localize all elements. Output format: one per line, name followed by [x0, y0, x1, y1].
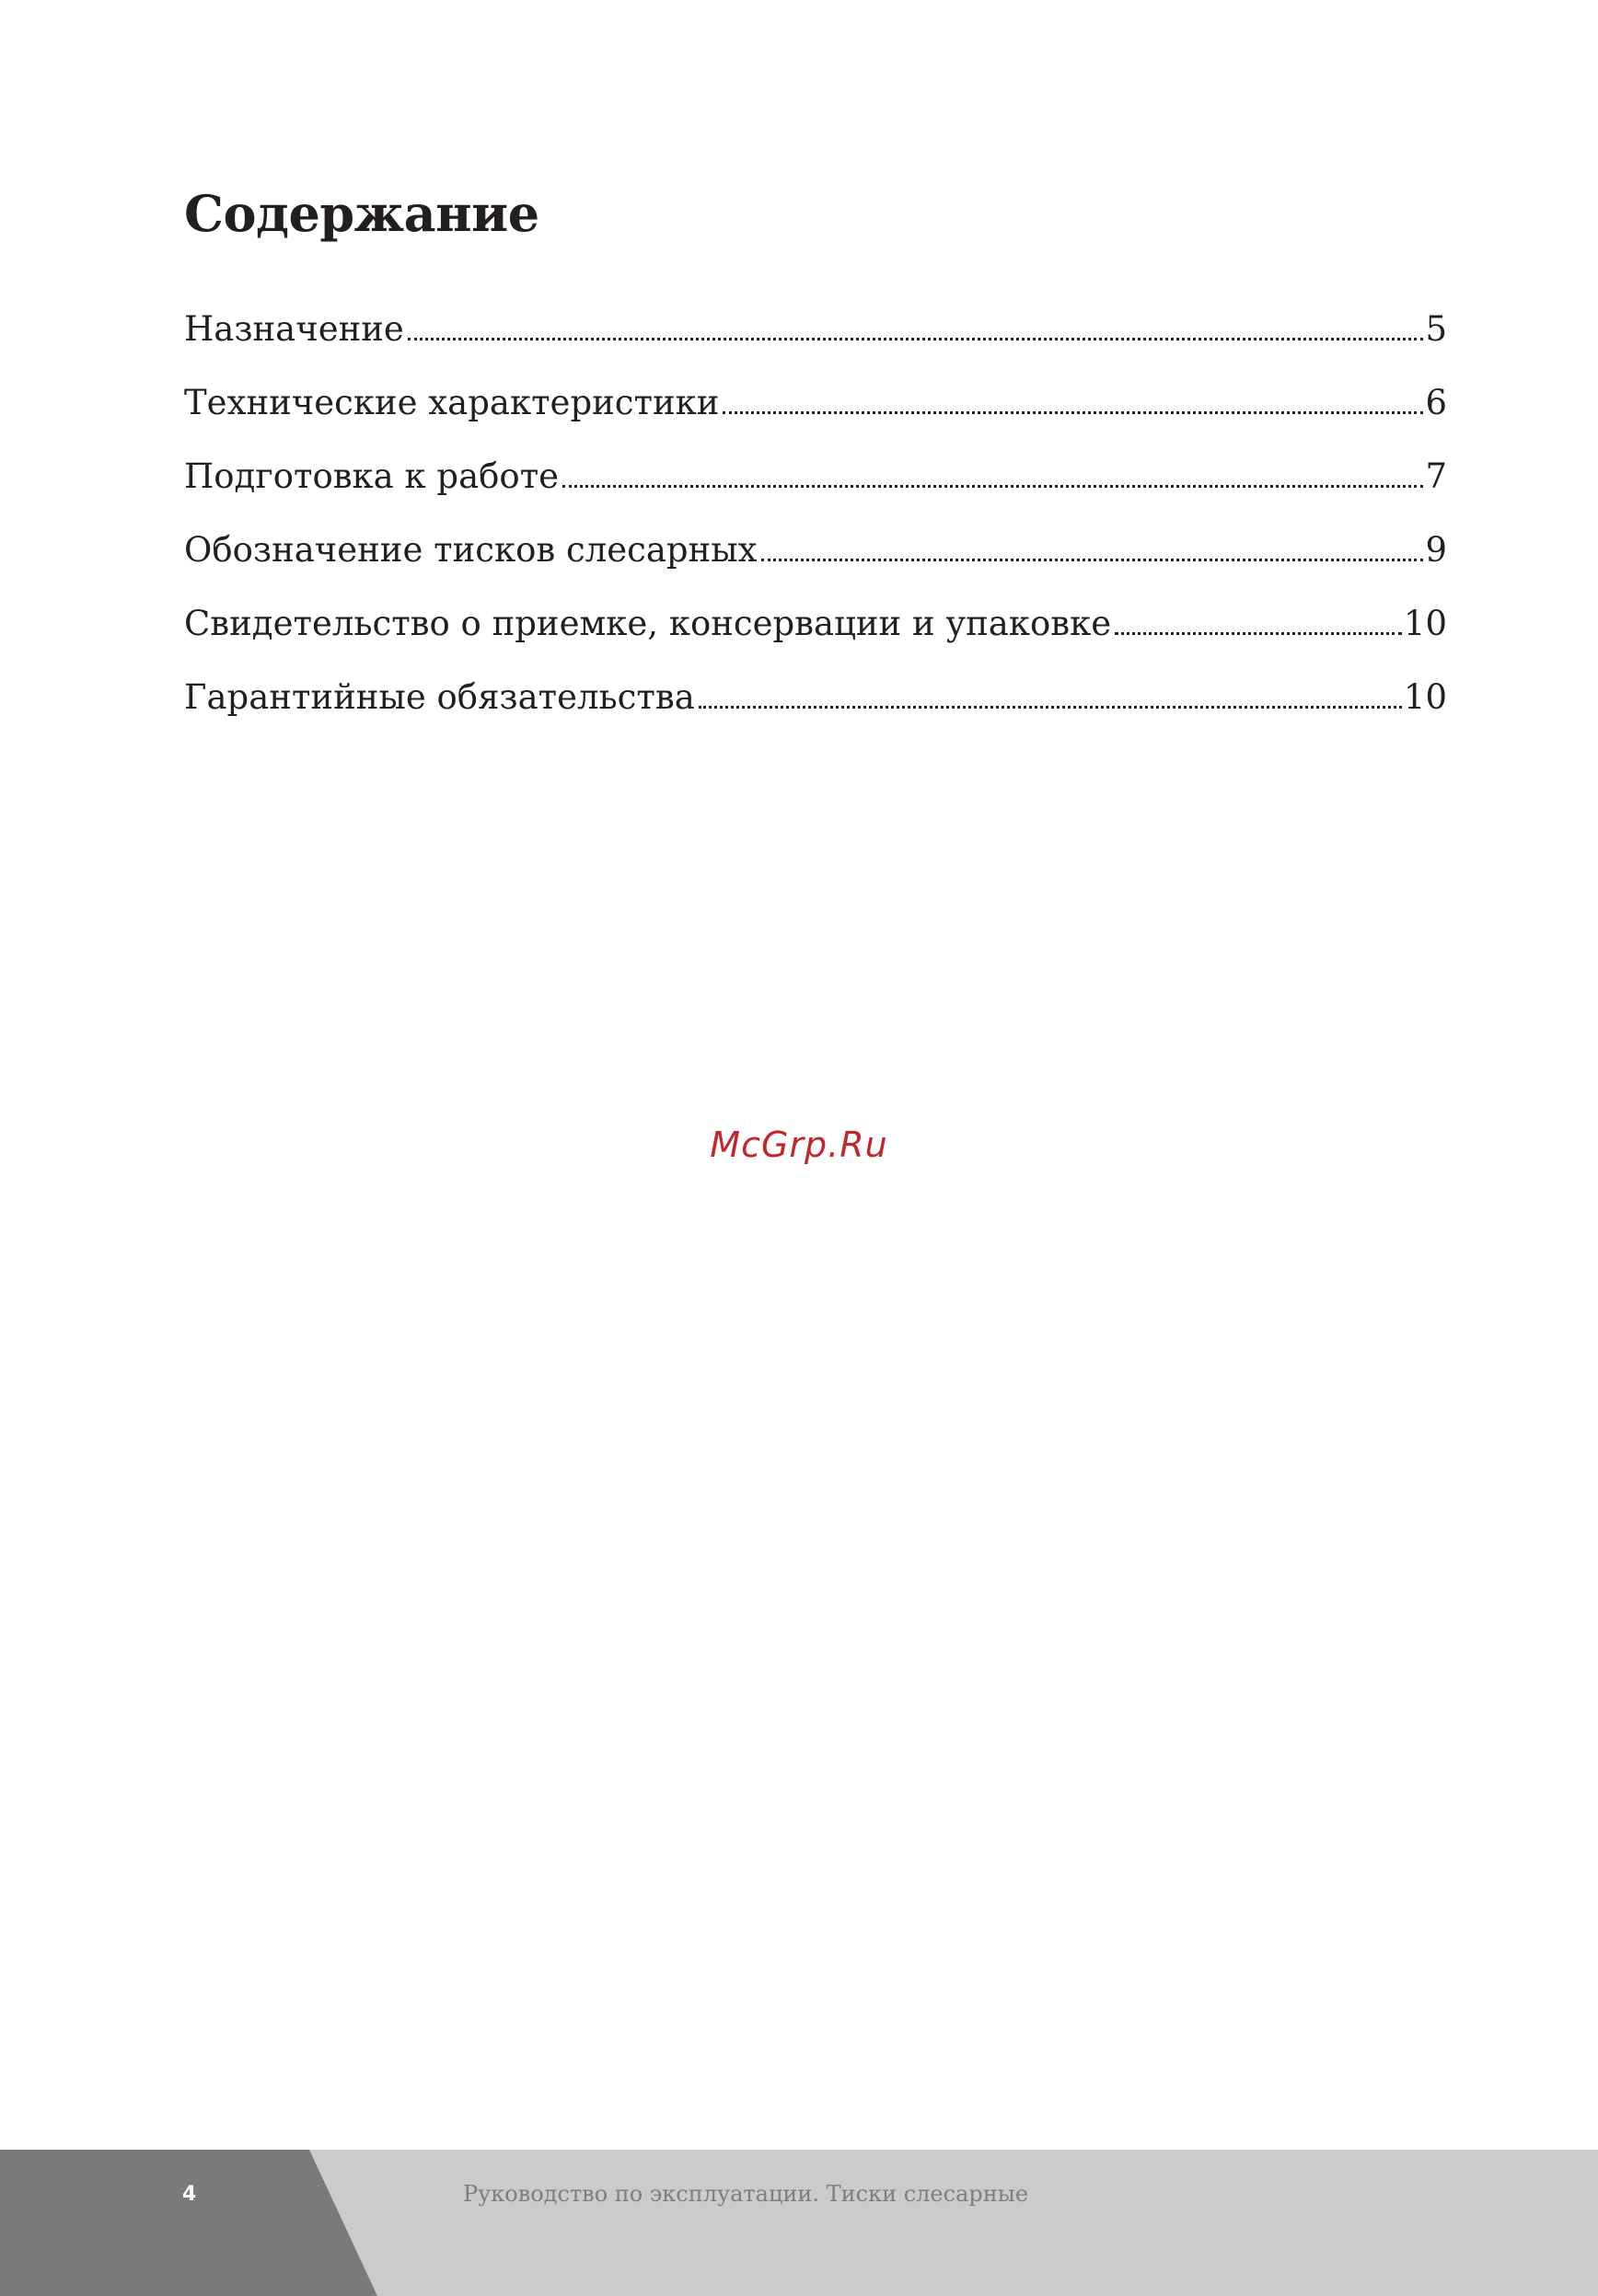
toc-entry-preparation[interactable]: [184, 423, 1447, 497]
toc-entry-page: 10: [1403, 603, 1447, 643]
watermark: McGrp.Ru: [710, 1125, 888, 1165]
toc-entry-page: 5: [1425, 308, 1447, 349]
toc-entry-designation[interactable]: [184, 497, 1447, 571]
toc-entry-page: 6: [1425, 382, 1447, 422]
toc-dot-leader: [562, 485, 1423, 488]
toc-dot-leader: [699, 706, 1402, 709]
toc-entry-purpose[interactable]: [184, 294, 1447, 350]
toc-entry-specifications[interactable]: [184, 350, 1447, 423]
toc-entry-page: 7: [1425, 456, 1447, 496]
footer-tab-shape: [0, 2150, 377, 2296]
footer-page-tab: [0, 2150, 377, 2296]
table-of-contents: [184, 294, 1447, 718]
toc-entry-label: Подготовка к работе: [184, 456, 560, 496]
toc-entry-warranty[interactable]: [184, 644, 1447, 718]
toc-entry-label: Технические характеристики: [184, 382, 720, 422]
toc-entry-label: Свидетельство о приемке, консервации и упаковке: [184, 603, 1112, 643]
toc-dot-leader: [1115, 632, 1402, 635]
toc-dot-leader: [408, 338, 1424, 340]
toc-dot-leader: [723, 411, 1423, 414]
toc-entry-label: Назначение: [184, 308, 404, 349]
toc-entry-acceptance-certificate[interactable]: [184, 571, 1447, 644]
toc-entry-label: Гарантийные обязательства: [184, 676, 695, 717]
toc-entry-label: Обозначение тисков слесарных: [184, 529, 758, 570]
footer-document-title: Руководство по эксплуатации. Тиски слесарные: [463, 2181, 1029, 2207]
page-footer: [0, 2150, 1598, 2296]
toc-dot-leader: [761, 559, 1424, 561]
footer-page-number: 4: [182, 2183, 197, 2206]
toc-entry-page: 9: [1425, 529, 1447, 570]
toc-entry-page: 10: [1403, 676, 1447, 717]
page-title: Содержание: [184, 184, 539, 243]
